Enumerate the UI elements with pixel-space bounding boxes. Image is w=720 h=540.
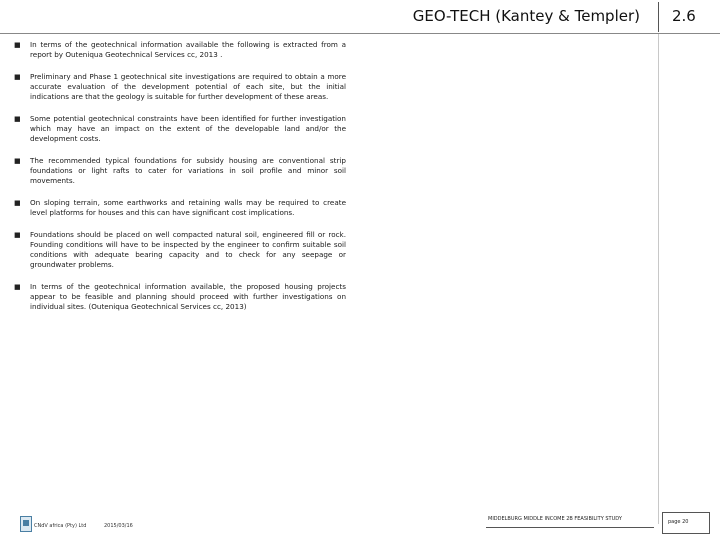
page-number: page 20 [668, 519, 689, 525]
list-item [14, 114, 346, 144]
footer-study-title: MIDDELBURG MIDDLE INCOME 2B FEASIBILITY STUDY [488, 516, 622, 522]
header-divider [658, 2, 659, 32]
section-title: GEO-TECH (Kantey & Templer) [412, 7, 640, 25]
bullet-icon: ■ [14, 41, 21, 49]
footer-company: CNdV africa (Pty) Ltd [34, 523, 87, 529]
bullet-icon: ■ [14, 283, 21, 291]
bullet-icon: ■ [14, 73, 21, 81]
bullet-icon: ■ [14, 231, 21, 239]
list-item-text: In terms of the geotechnical information available the following is extracted from a report by Outeniqua Geotechnical Services cc, 2013 . [30, 40, 346, 59]
bullet-icon: ■ [14, 157, 21, 165]
footer-date: 2015/03/16 [104, 523, 133, 529]
bullet-list [14, 40, 346, 324]
list-item-text: In terms of the geotechnical information available, the proposed housing projects appear to be feasible and planning should proceed with further investigations on individual sites. (Outeniqua Geotechnical Services cc, 2013) [30, 282, 346, 311]
page-header [0, 0, 720, 34]
section-number: 2.6 [672, 7, 696, 25]
list-item [14, 198, 346, 218]
list-item-text: Preliminary and Phase 1 geotechnical site investigations are required to obtain a more accurate evaluation of the development potential of each site, but the initial indications are that the geology is suitable for further development of these areas. [30, 72, 346, 101]
list-item-text: Foundations should be placed on well compacted natural soil, engineered fill or rock. Founding conditions will have to be inspected by the engineer to confirm suitable soil conditions with adequate bearing capacity and to check for any seepage or groundwater problems. [30, 230, 346, 269]
right-margin-rule [658, 34, 659, 524]
list-item [14, 230, 346, 270]
list-item [14, 40, 346, 60]
list-item-text: On sloping terrain, some earthworks and retaining walls may be required to create level platforms for houses and this can have significant cost implications. [30, 198, 346, 217]
bullet-icon: ■ [14, 199, 21, 207]
header-rule [0, 33, 720, 34]
page-footer [0, 506, 720, 540]
list-item-text: Some potential geotechnical constraints have been identified for further investigation which may have an impact on the extent of the developable land and/or the development costs. [30, 114, 346, 143]
company-logo-icon [20, 516, 32, 532]
list-item [14, 156, 346, 186]
list-item [14, 72, 346, 102]
footer-rule [486, 527, 654, 528]
list-item-text: The recommended typical foundations for subsidy housing are conventional strip foundations or light rafts to cater for variations in soil profile and minor soil movements. [30, 156, 346, 185]
list-item [14, 282, 346, 312]
bullet-icon: ■ [14, 115, 21, 123]
